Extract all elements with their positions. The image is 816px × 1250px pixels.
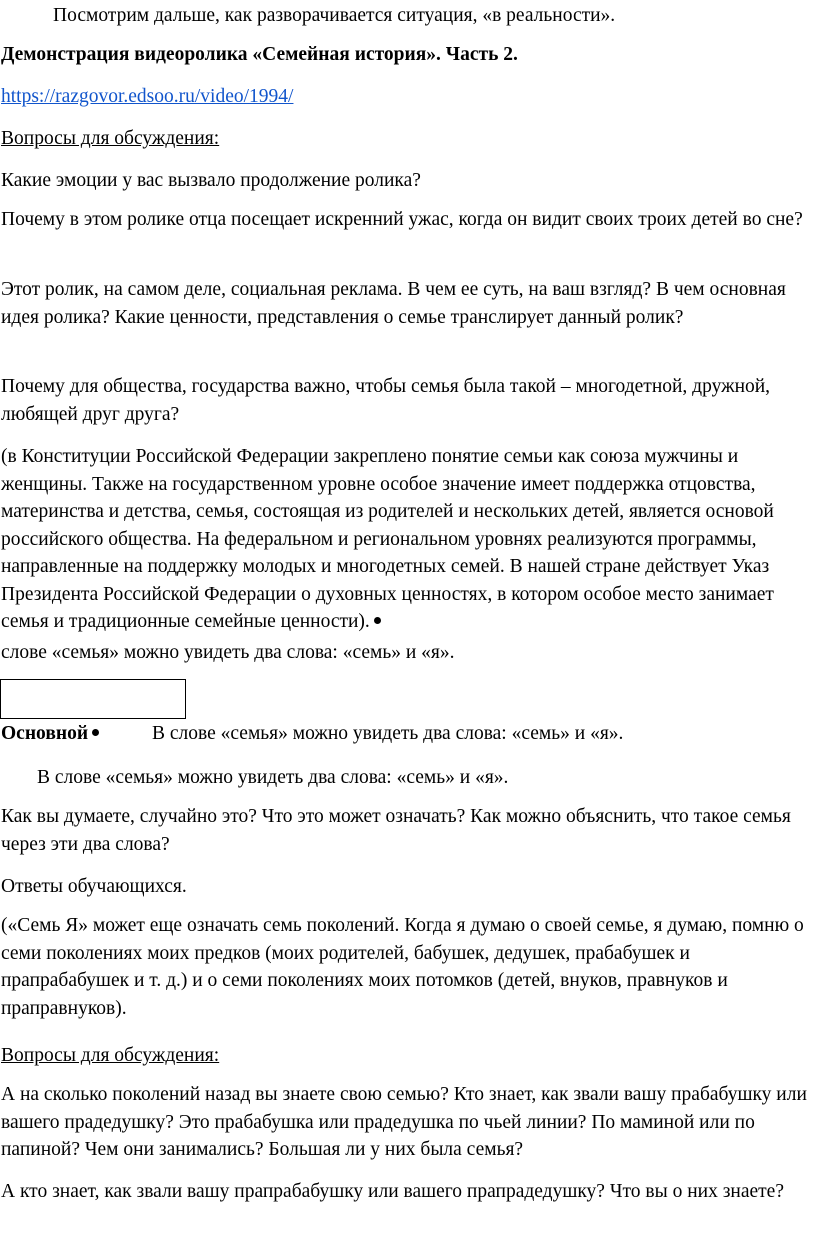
constitution-note-text: (в Конституции Российской Федерации закреплено понятие семьи как союза мужчины и женщины. Также на государственном уровне особое значение имеет поддержка отцовства, материнства и детства, семья, состоящая из родителей и нескольких детей, является основой российского общества. На федеральном и региональном уровнях реализуются программы, направленные на поддержку молодых и многодетных семей. В нашей стране действует Указ Президента Российской Федерации о духовных ценностях, в котором особое место занимает семья и традиционные семейные ценности). — [1, 446, 774, 632]
answers-label: Ответы обучающихся. — [1, 876, 187, 897]
main-label-text: Основной — [1, 723, 89, 744]
question-coincidence: Как вы думаете, случайно это? Что это может означать? Как можно объяснить, что такое семья через эти два слова? — [1, 806, 791, 855]
question-society-importance: Почему для общества, государства важно, чтобы семья была такой – многодетной, дружной, любящей друг друга? — [1, 376, 771, 425]
video-link-line — [1, 84, 293, 110]
question-father-horror: Почему в этом ролике отца посещает искренний ужас, когда он видит своих троих детей во сне? — [1, 209, 803, 230]
seven-generations-note: («Семь Я» может еще означать семь поколений. Когда я думаю о своей семье, я думаю, помню о семи поколениях моих предков (моих родителей, бабушек, дедушек, прабабушек и прапрабабушек и т. д.) и о семи поколениях моих потомков (детей, внуков, правнуков и праправнуков). — [1, 915, 804, 1019]
word-line-c: В слове «семья» можно увидеть два слова: «семь» и «я». — [37, 767, 509, 788]
video-link[interactable]: https://razgovor.edsoo.ru/video/1994/ — [1, 86, 294, 107]
question-great-great: А кто знает, как звали вашу прапрабабушку или вашего прапрадедушку? Что вы о них знаете? — [1, 1181, 784, 1202]
question-generations: А на сколько поколений назад вы знаете свою семью? Кто знает, как звали вашу прабабушку или вашего прадедушку? Это прабабушка или прадедушка по чьей линии? По маминой или по папиной? Чем они занимались? Большая ли у них была семья? — [1, 1084, 807, 1160]
main-label — [1, 721, 99, 747]
video-heading: Демонстрация видеоролика «Семейная история». Часть 2. — [1, 44, 518, 65]
intro-line: Посмотрим дальше, как разворачивается ситуация, «в реальности». — [53, 5, 616, 26]
empty-text-box — [0, 679, 186, 719]
question-emotions: Какие эмоции у вас вызвало продолжение ролика? — [1, 170, 421, 191]
questions-heading-2: Вопросы для обсуждения: — [1, 1045, 220, 1066]
word-line-b: В слове «семья» можно увидеть два слова: «семь» и «я». — [152, 723, 624, 744]
questions-heading-1: Вопросы для обсуждения: — [1, 128, 220, 149]
word-line-a: слове «семья» можно увидеть два слова: «семь» и «я». — [1, 642, 455, 663]
bullet-icon — [374, 617, 381, 624]
question-social-ad: Этот ролик, на самом деле, социальная реклама. В чем ее суть, на ваш взгляд? В чем основная идея ролика? Какие ценности, представления о семье транслирует данный ролик? — [1, 279, 786, 328]
bullet-icon — [92, 729, 99, 736]
constitution-note — [1, 443, 813, 636]
